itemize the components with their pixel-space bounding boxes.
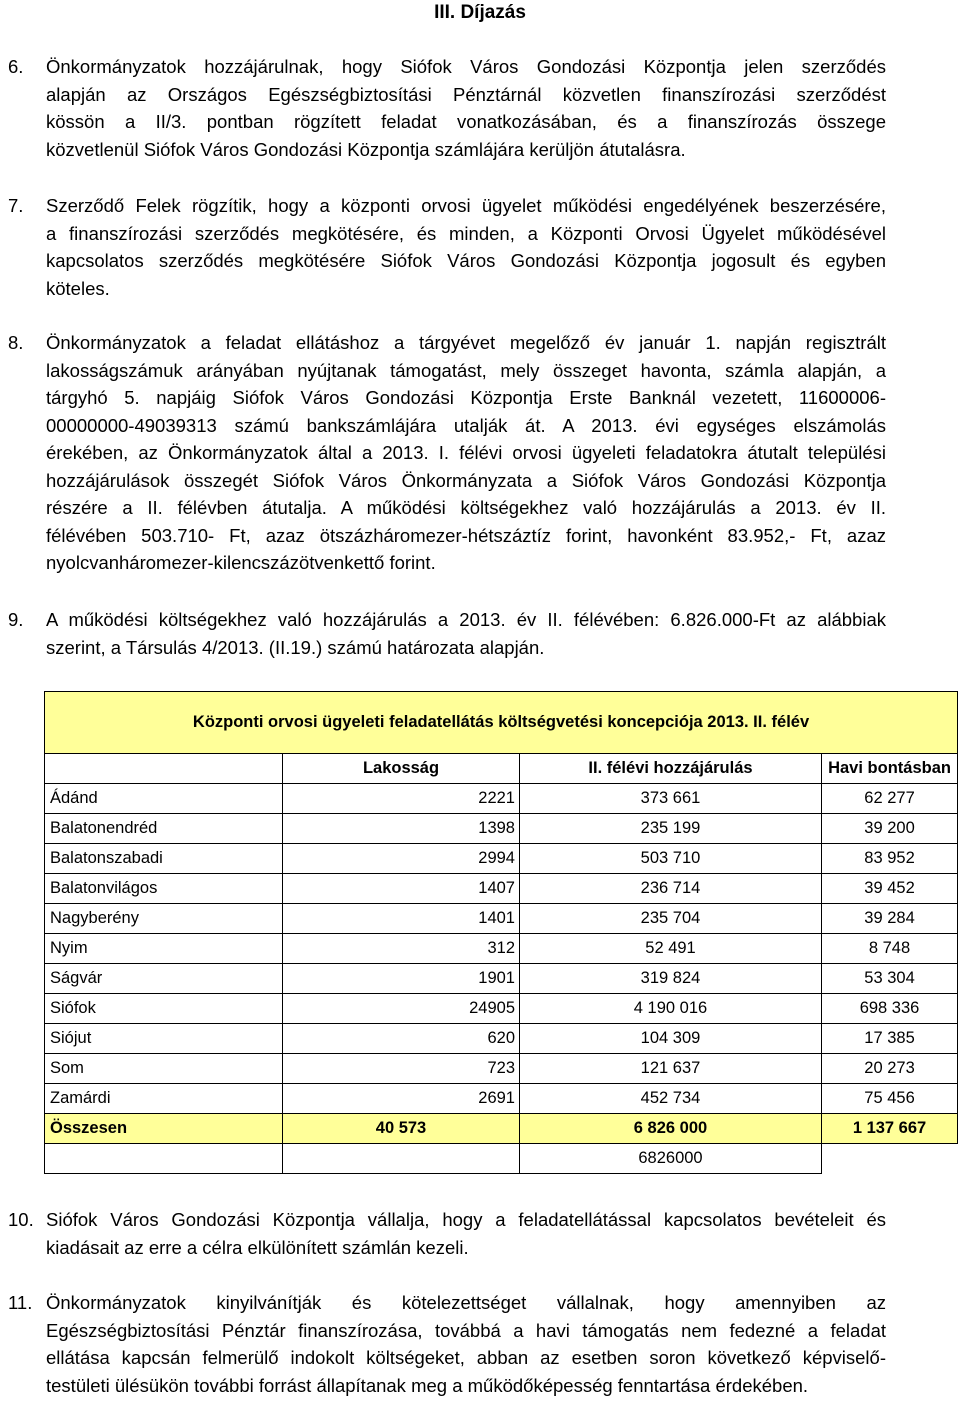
monthly-cell: 83 952 [822,844,958,874]
settlement-name: Nyim [45,934,283,964]
population-cell: 2221 [283,784,520,814]
population-cell: 1407 [283,874,520,904]
paragraph-line: kössön a II/3. pontban rögzített feladat vonatkozásában, és a finanszírozás összege [46,111,886,132]
paragraph-line: kapcsolatos szerződés megkötésére Siófok Város Gondozási Központja jogosult és egyben [46,250,886,271]
table-row [45,844,958,874]
table-row [45,1084,958,1114]
paragraph-line: Siófok Város Gondozási Központja vállalja, hogy a feladatellátással kapcsolatos bevételeit és [46,1209,886,1230]
monthly-cell: 62 277 [822,784,958,814]
paragraph-number: 10. [8,1209,34,1230]
paragraph-line: ellátása kapcsán felmerülő indokolt költségeket, abban az esetben soron következő képviselő- [46,1347,886,1368]
contribution-cell: 121 637 [520,1054,822,1084]
settlement-name: Som [45,1054,283,1084]
table-row [45,994,958,1024]
population-cell: 1901 [283,964,520,994]
paragraph-line: hozzájárulások összegét Siófok Város Önkormányzata a Siófok Város Gondozási Központja [46,469,886,491]
check-value: 6826000 [520,1144,822,1174]
paragraph-line: Önkormányzatok a feladat ellátáshoz a tárgyévet megelőző év január 1. napján regisztrált [46,332,886,353]
monthly-cell: 75 456 [822,1084,958,1114]
paragraph-line: 00000000-49039313 számú bankszámlájára utalják át. A 2013. évi egységes elszámolás [46,414,886,436]
monthly-cell: 8 748 [822,934,958,964]
paragraph-line: részére a II. félévben átutalja. A működési költségekhez való hozzájárulás a 2013. év II. [46,497,886,518]
total-label: Összesen [45,1114,283,1144]
contribution-cell: 235 199 [520,814,822,844]
population-cell: 723 [283,1054,520,1084]
table-row [45,1024,958,1054]
population-cell: 620 [283,1024,520,1054]
paragraph-number: 9. [8,609,24,630]
paragraph-line: lakosságszámuk arányában nyújtanak támogatást, mely összeget havonta, számla alapján, a [46,359,886,381]
budget-table [44,691,958,1174]
total-population: 40 573 [283,1114,520,1144]
contribution-cell: 319 824 [520,964,822,994]
table-check-row [45,1144,958,1174]
settlement-name: Nagyberény [45,904,283,934]
monthly-cell: 53 304 [822,964,958,994]
settlement-name: Ságvár [45,964,283,994]
table-row [45,814,958,844]
paragraph-line: érekében, az Önkormányzatok által a 2013. I. félévi orvosi ügyeleti feladatokra átutalt települési [46,442,886,463]
population-cell: 2994 [283,844,520,874]
settlement-name: Siójut [45,1024,283,1054]
paragraph-number: 8. [8,332,24,353]
contribution-cell: 235 704 [520,904,822,934]
column-header: II. félévi hozzájárulás [520,754,822,784]
paragraph-line: nyolcvanháromezer-kilencszázötvenkettő forint. [46,552,436,573]
empty-cell [283,1144,520,1174]
paragraph-line: félévében 503.710- Ft, azaz ötszázháromezer-hétszáztíz forint, havonként 83.952,- Ft, azaz [46,524,886,546]
paragraph-line: Szerződő Felek rögzítik, hogy a központi orvosi ügyelet működési engedélyének beszerzésére, [46,195,886,216]
paragraph-line: közvetlenül Siófok Város Gondozási Központja számlájára kerüljön átutalásra. [46,138,686,160]
population-cell: 312 [283,934,520,964]
contribution-cell: 52 491 [520,934,822,964]
population-cell: 1401 [283,904,520,934]
monthly-cell: 39 452 [822,874,958,904]
section-title: III. Díjazás [434,2,526,23]
settlement-name: Balatonendréd [45,814,283,844]
paragraph-line: köteles. [46,277,110,299]
paragraph-line: A működési költségekhez való hozzájárulás a 2013. év II. félévében: 6.826.000-Ft az alábbiak [46,609,886,630]
paragraph-line: Egészségbiztosítási Pénztár finanszírozása, továbbá a havi támogatás nem fedezné a feladat [46,1319,886,1341]
column-header: Lakosság [283,754,520,784]
paragraph-number: 6. [8,56,24,77]
table-row [45,934,958,964]
monthly-cell: 20 273 [822,1054,958,1084]
table-row [45,1054,958,1084]
settlement-name: Zamárdi [45,1084,283,1114]
table-total-row [45,1114,958,1144]
settlement-name: Ádánd [45,784,283,814]
paragraph-line: Önkormányzatok kinyilvánítják és kötelezettséget vállalnak, hogy amennyiben az [46,1292,886,1313]
paragraph-line: alapján az Országos Egészségbiztosítási Pénztárnál közvetlen finanszírozási szerződést [46,83,886,105]
monthly-cell: 698 336 [822,994,958,1024]
contribution-cell: 452 734 [520,1084,822,1114]
table-title: Központi orvosi ügyeleti feladatellátás költségvetési koncepciója 2013. II. félév [45,692,958,754]
table-header-row [45,754,958,784]
settlement-name: Siófok [45,994,283,1024]
population-cell: 2691 [283,1084,520,1114]
paragraph-number: 11. [8,1292,33,1313]
population-cell: 24905 [283,994,520,1024]
paragraph-line: Önkormányzatok hozzájárulnak, hogy Siófok Város Gondozási Központja jelen szerződés [46,56,886,77]
contribution-cell: 503 710 [520,844,822,874]
total-monthly: 1 137 667 [822,1114,958,1144]
table-row [45,874,958,904]
monthly-cell: 17 385 [822,1024,958,1054]
table-row [45,964,958,994]
paragraph-line: tárgyhó 5. napjáig Siófok Város Gondozási Központja Erste Banknál vezetett, 11600006- [46,387,886,408]
empty-cell [822,1144,958,1174]
contribution-cell: 104 309 [520,1024,822,1054]
column-header: Havi bontásban [822,754,958,784]
population-cell: 1398 [283,814,520,844]
table-row [45,784,958,814]
paragraph-line: a finanszírozási szerződés megkötésére, és minden, a Központi Orvosi Ügyelet működésével [46,222,886,244]
contribution-cell: 4 190 016 [520,994,822,1024]
contribution-cell: 236 714 [520,874,822,904]
paragraph-line: szerint, a Társulás 4/2013. (II.19.) számú határozata alapján. [46,636,545,658]
empty-cell [45,1144,283,1174]
total-contribution: 6 826 000 [520,1114,822,1144]
table-row [45,904,958,934]
column-header [45,754,283,784]
monthly-cell: 39 200 [822,814,958,844]
paragraph-number: 7. [8,195,24,216]
paragraph-line: kiadásait az erre a célra elkülönített számlán kezeli. [46,1236,469,1258]
paragraph-line: testületi ülésükön további forrást állapítanak meg a működőképesség fenntartása érdekében. [46,1374,809,1396]
table-title-row [45,692,958,754]
settlement-name: Balatonvilágos [45,874,283,904]
monthly-cell: 39 284 [822,904,958,934]
settlement-name: Balatonszabadi [45,844,283,874]
contribution-cell: 373 661 [520,784,822,814]
